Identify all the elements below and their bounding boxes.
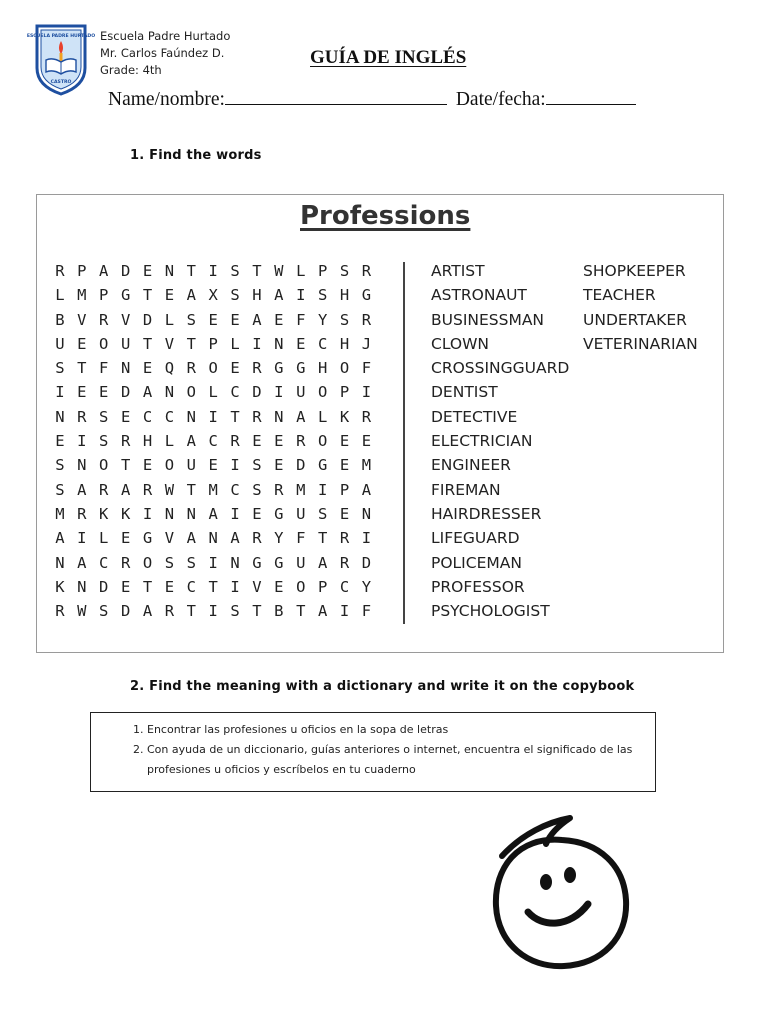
grid-letter[interactable]: G (317, 456, 328, 475)
word-list-item: BUSINESSMAN (431, 310, 545, 329)
grid-letter[interactable]: C (230, 480, 240, 499)
grid-letter[interactable]: L (55, 286, 65, 305)
grid-letter[interactable]: O (339, 359, 350, 378)
grid-row (49, 359, 389, 383)
grid-letter[interactable]: P (208, 334, 218, 353)
grid-letter[interactable]: T (142, 286, 153, 305)
grid-letter[interactable]: N (55, 553, 65, 572)
grid-letter[interactable]: L (317, 407, 328, 426)
grid-letter[interactable]: S (230, 262, 240, 280)
grade-label: Grade: 4th (100, 63, 162, 77)
grid-letter[interactable]: Y (274, 529, 284, 548)
grid-letter[interactable]: T (77, 359, 87, 378)
grid-letter[interactable]: H (142, 432, 153, 451)
grid-letter[interactable]: N (208, 529, 218, 548)
grid-letter[interactable]: V (120, 310, 131, 329)
grid-letter[interactable]: R (164, 602, 175, 621)
grid-letter[interactable]: A (274, 286, 284, 305)
grid-letter[interactable]: C (186, 577, 196, 596)
grid-letter[interactable]: C (230, 383, 240, 402)
grid-letter[interactable]: C (142, 407, 153, 426)
grid-letter[interactable]: N (274, 407, 284, 426)
grid-letter[interactable]: R (274, 480, 284, 499)
grid-letter[interactable]: A (120, 480, 131, 499)
grid-letter[interactable]: T (186, 334, 196, 353)
grid-divider (403, 262, 405, 624)
grid-letter[interactable]: I (361, 529, 372, 548)
grid-letter[interactable]: F (296, 310, 306, 329)
grid-letter[interactable]: I (208, 262, 218, 280)
grid-letter[interactable]: E (339, 504, 350, 523)
grid-letter[interactable]: S (317, 504, 328, 523)
grid-letter[interactable]: R (361, 262, 372, 280)
grid-letter[interactable]: I (252, 334, 262, 353)
grid-letter[interactable]: N (186, 407, 196, 426)
grid-letter[interactable]: S (186, 310, 196, 329)
grid-letter[interactable]: A (142, 383, 153, 402)
grid-letter[interactable]: R (77, 504, 87, 523)
school-name: Escuela Padre Hurtado (100, 29, 231, 43)
word-list-item: CLOWN (431, 334, 490, 353)
grid-letter[interactable]: N (361, 504, 372, 523)
grid-letter[interactable]: V (164, 529, 175, 548)
grid-letter[interactable]: D (142, 310, 153, 329)
grid-letter[interactable]: O (186, 383, 196, 402)
word-list-item: HAIRDRESSER (431, 504, 542, 523)
grid-letter[interactable]: E (339, 432, 350, 451)
smiley-face-icon (488, 812, 636, 972)
grid-letter[interactable]: W (164, 480, 175, 499)
grid-letter[interactable]: I (142, 504, 153, 523)
word-list-item: ENGINEER (431, 456, 511, 475)
grid-letter[interactable]: R (99, 310, 109, 329)
grid-letter[interactable]: N (164, 504, 175, 523)
grid-letter[interactable]: R (252, 407, 262, 426)
grid-letter[interactable]: Y (317, 310, 328, 329)
grid-letter[interactable]: E (296, 334, 306, 353)
grid-letter[interactable]: N (77, 456, 87, 475)
grid-letter[interactable]: F (99, 359, 109, 378)
grid-letter[interactable]: Y (361, 577, 372, 596)
grid-letter[interactable]: N (164, 262, 175, 280)
grid-letter[interactable]: C (99, 553, 109, 572)
word-list-item: ELECTRICIAN (431, 432, 533, 451)
grid-letter[interactable]: E (252, 432, 262, 451)
word-list-item: PROFESSOR (431, 577, 525, 596)
grid-letter[interactable]: M (208, 480, 218, 499)
logo-text-bottom: CASTRO (50, 80, 72, 85)
grid-letter[interactable]: U (296, 504, 306, 523)
grid-letter[interactable]: D (252, 383, 262, 402)
grid-letter[interactable]: E (120, 407, 131, 426)
grid-letter[interactable]: E (77, 383, 87, 402)
grid-row (49, 602, 389, 626)
grid-letter[interactable]: G (274, 504, 284, 523)
grid-letter[interactable]: A (186, 529, 196, 548)
grid-letter[interactable]: O (317, 383, 328, 402)
grid-letter[interactable]: M (55, 504, 65, 523)
grid-letter[interactable]: Q (164, 359, 175, 378)
grid-letter[interactable]: I (274, 383, 284, 402)
grid-letter[interactable]: S (252, 480, 262, 499)
grid-letter[interactable]: P (339, 383, 350, 402)
grid-letter[interactable]: B (274, 602, 284, 621)
grid-letter[interactable]: R (120, 432, 131, 451)
grid-row (49, 456, 389, 480)
grid-letter[interactable]: N (120, 359, 131, 378)
logo-text-top: ESCUELA PADRE HURTADO (26, 34, 96, 39)
grid-letter[interactable]: E (164, 286, 175, 305)
grid-letter[interactable]: C (317, 334, 328, 353)
grid-letter[interactable]: F (296, 529, 306, 548)
grid-letter[interactable]: U (296, 553, 306, 572)
grid-letter[interactable]: E (120, 529, 131, 548)
grid-letter[interactable]: C (164, 407, 175, 426)
grid-letter[interactable]: D (120, 262, 131, 280)
grid-letter[interactable]: E (230, 310, 240, 329)
word-list-item: ARTIST (431, 262, 485, 280)
grid-letter[interactable]: I (208, 602, 218, 621)
grid-letter[interactable]: U (120, 334, 131, 353)
grid-letter[interactable]: L (230, 334, 240, 353)
grid-letter[interactable]: E (208, 310, 218, 329)
grid-letter[interactable]: A (317, 553, 328, 572)
grid-letter[interactable]: E (142, 359, 153, 378)
grid-letter[interactable]: A (296, 407, 306, 426)
word-list-item: DETECTIVE (431, 407, 518, 426)
grid-letter[interactable]: T (317, 529, 328, 548)
grid-letter[interactable]: T (252, 262, 262, 280)
word-list-item: DENTIST (431, 383, 498, 402)
grid-letter[interactable]: T (120, 456, 131, 475)
grid-letter[interactable]: L (164, 310, 175, 329)
grid-letter[interactable]: I (230, 456, 240, 475)
grid-row (49, 432, 389, 456)
grid-letter[interactable]: S (230, 286, 240, 305)
grid-letter[interactable]: A (252, 310, 262, 329)
school-logo (26, 24, 96, 96)
grid-letter[interactable]: R (55, 262, 65, 280)
grid-letter[interactable]: S (164, 553, 175, 572)
name-label: Name/nombre: (108, 89, 225, 110)
grid-row (49, 335, 389, 359)
grid-letter[interactable]: E (274, 432, 284, 451)
word-list-item: LIFEGUARD (431, 529, 520, 548)
grid-letter[interactable]: W (274, 262, 284, 280)
word-list-item: CROSSINGGUARD (431, 359, 570, 378)
grid-letter[interactable]: S (99, 407, 109, 426)
grid-row (49, 262, 389, 286)
word-list-item: UNDERTAKER (583, 310, 687, 329)
grid-letter[interactable]: S (339, 310, 350, 329)
word-list-item: VETERINARIAN (583, 334, 698, 353)
teacher-name: Mr. Carlos Faúndez D. (100, 46, 225, 60)
grid-letter[interactable]: M (77, 286, 87, 305)
grid-letter[interactable]: G (274, 359, 284, 378)
grid-letter[interactable]: V (164, 334, 175, 353)
grid-row (49, 578, 389, 602)
grid-letter[interactable]: A (142, 602, 153, 621)
grid-letter[interactable]: R (142, 480, 153, 499)
grid-letter[interactable]: N (274, 334, 284, 353)
grid-letter[interactable]: O (208, 359, 218, 378)
grid-letter[interactable]: G (252, 553, 262, 572)
grid-letter[interactable]: T (142, 334, 153, 353)
grid-letter[interactable]: A (230, 529, 240, 548)
grid-letter[interactable]: L (208, 383, 218, 402)
grid-letter[interactable]: U (186, 456, 196, 475)
school-info (100, 28, 230, 79)
grid-letter[interactable]: N (186, 504, 196, 523)
grid-letter[interactable]: I (339, 602, 350, 621)
grid-letter[interactable]: E (77, 334, 87, 353)
grid-letter[interactable]: L (99, 529, 109, 548)
grid-letter[interactable]: M (296, 480, 306, 499)
section-2-heading: 2. Find the meaning with a dictionary and write it on the copybook (130, 679, 635, 694)
grid-letter[interactable]: A (77, 553, 87, 572)
grid-letter[interactable]: R (361, 407, 372, 426)
grid-letter[interactable]: R (339, 529, 350, 548)
grid-letter[interactable]: T (186, 480, 196, 499)
grid-letter[interactable]: I (317, 480, 328, 499)
grid-letter[interactable]: H (339, 286, 350, 305)
grid-letter[interactable]: E (142, 456, 153, 475)
grid-letter[interactable]: E (274, 577, 284, 596)
grid-letter[interactable]: I (77, 432, 87, 451)
grid-letter[interactable]: X (208, 286, 218, 305)
grid-letter[interactable]: T (208, 577, 218, 596)
word-list-item: ASTRONAUT (431, 286, 527, 305)
grid-letter[interactable]: H (317, 359, 328, 378)
grid-letter[interactable]: N (230, 553, 240, 572)
grid-letter[interactable]: I (230, 577, 240, 596)
grid-letter[interactable]: E (339, 456, 350, 475)
grid-letter[interactable]: S (317, 286, 328, 305)
word-list-column-1 (431, 262, 569, 626)
grid-letter[interactable]: E (208, 456, 218, 475)
grid-letter[interactable]: I (208, 553, 218, 572)
grid-letter[interactable]: C (339, 577, 350, 596)
grid-letter[interactable]: O (142, 553, 153, 572)
grid-letter[interactable]: A (77, 480, 87, 499)
grid-letter[interactable]: T (186, 262, 196, 280)
grid-row (49, 311, 389, 335)
grid-letter[interactable]: G (120, 286, 131, 305)
grid-letter[interactable]: R (230, 432, 240, 451)
grid-letter[interactable]: K (55, 577, 65, 596)
grid-letter[interactable]: N (77, 577, 87, 596)
grid-letter[interactable]: H (252, 286, 262, 305)
grid-letter[interactable]: T (296, 602, 306, 621)
grid-letter[interactable]: W (77, 602, 87, 621)
grid-letter[interactable]: E (55, 432, 65, 451)
grid-letter[interactable]: E (274, 456, 284, 475)
grid-letter[interactable]: F (361, 359, 372, 378)
grid-letter[interactable]: G (296, 359, 306, 378)
grid-row (49, 554, 389, 578)
grid-letter[interactable]: E (99, 383, 109, 402)
grid-letter[interactable]: I (230, 504, 240, 523)
grid-letter[interactable]: T (252, 602, 262, 621)
grid-letter[interactable]: G (274, 553, 284, 572)
grid-letter[interactable]: O (296, 577, 306, 596)
grid-letter[interactable]: T (230, 407, 240, 426)
word-list-item: PSYCHOLOGIST (431, 602, 550, 621)
grid-letter[interactable]: P (339, 480, 350, 499)
grid-letter[interactable]: U (55, 334, 65, 353)
grid-letter[interactable]: S (99, 602, 109, 621)
grid-letter[interactable]: D (361, 553, 372, 572)
grid-letter[interactable]: R (296, 432, 306, 451)
word-list-column-2 (583, 262, 698, 359)
grid-letter[interactable]: P (77, 262, 87, 280)
grid-letter[interactable]: S (99, 432, 109, 451)
grid-row (49, 529, 389, 553)
grid-letter[interactable]: E (252, 504, 262, 523)
word-list-item: POLICEMAN (431, 553, 522, 572)
grid-letter[interactable]: C (208, 432, 218, 451)
grid-letter[interactable]: E (142, 262, 153, 280)
grid-letter[interactable]: K (339, 407, 350, 426)
grid-letter[interactable]: O (317, 432, 328, 451)
grid-letter[interactable]: S (339, 262, 350, 280)
word-search-grid (49, 262, 389, 626)
grid-letter[interactable]: D (120, 602, 131, 621)
grid-letter[interactable]: I (208, 407, 218, 426)
grid-letter[interactable]: E (361, 432, 372, 451)
instruction-item: 2. Con ayuda de un diccionario, guías anteriores o internet, encuentra el significado de las profesiones u oficios y escríbelos en tu cuaderno (147, 740, 655, 780)
name-blank[interactable] (225, 88, 447, 105)
word-list-item: FIREMAN (431, 480, 501, 499)
grid-letter[interactable]: R (120, 553, 131, 572)
puzzle-title: Professions (300, 201, 471, 231)
grid-letter[interactable]: L (164, 432, 175, 451)
grid-letter[interactable]: N (164, 383, 175, 402)
grid-letter[interactable]: O (99, 456, 109, 475)
grid-letter[interactable]: S (55, 480, 65, 499)
grid-letter[interactable]: I (361, 383, 372, 402)
grid-letter[interactable]: S (186, 553, 196, 572)
name-date-row (108, 88, 668, 111)
grid-letter[interactable]: T (142, 577, 153, 596)
grid-letter[interactable]: N (55, 407, 65, 426)
grid-letter[interactable]: A (55, 529, 65, 548)
grid-letter[interactable]: R (99, 480, 109, 499)
grid-letter[interactable]: S (252, 456, 262, 475)
grid-letter[interactable]: V (77, 310, 87, 329)
grid-letter[interactable]: P (99, 286, 109, 305)
grid-letter[interactable]: I (296, 286, 306, 305)
grid-letter[interactable]: D (99, 577, 109, 596)
grid-letter[interactable]: E (120, 577, 131, 596)
grid-letter[interactable]: A (317, 602, 328, 621)
grid-letter[interactable]: R (186, 359, 196, 378)
word-list-item: TEACHER (583, 286, 656, 305)
grid-letter[interactable]: J (361, 334, 372, 353)
grid-letter[interactable]: D (296, 456, 306, 475)
date-blank[interactable] (546, 88, 636, 105)
grid-letter[interactable]: T (186, 602, 196, 621)
grid-letter[interactable]: A (361, 480, 372, 499)
date-label: Date/fecha: (455, 89, 546, 110)
grid-row (49, 383, 389, 407)
grid-letter[interactable]: D (120, 383, 131, 402)
grid-letter[interactable]: U (296, 383, 306, 402)
grid-letter[interactable]: I (55, 383, 65, 402)
grid-letter[interactable]: L (296, 262, 306, 280)
grid-letter[interactable]: K (120, 504, 131, 523)
grid-letter[interactable]: I (77, 529, 87, 548)
grid-letter[interactable]: R (339, 553, 350, 572)
page-title: GUÍA DE INGLÉS (310, 47, 467, 68)
instruction-item: 1. Encontrar las profesiones u oficios en la sopa de letras (147, 720, 655, 740)
grid-letter[interactable]: S (55, 456, 65, 475)
grid-row (49, 408, 389, 432)
grid-letter[interactable]: M (361, 456, 372, 475)
grid-letter[interactable]: A (208, 504, 218, 523)
grid-letter[interactable]: H (339, 334, 350, 353)
grid-row (49, 505, 389, 529)
word-list-item: SHOPKEEPER (583, 262, 686, 280)
grid-letter[interactable]: F (361, 602, 372, 621)
grid-letter[interactable]: O (99, 334, 109, 353)
grid-row (49, 286, 389, 310)
grid-letter[interactable]: E (164, 577, 175, 596)
section-1-heading: 1. Find the words (130, 148, 262, 163)
grid-letter[interactable]: P (317, 577, 328, 596)
instructions-box (90, 712, 656, 792)
grid-letter[interactable]: G (142, 529, 153, 548)
grid-letter[interactable]: R (252, 529, 262, 548)
grid-letter[interactable]: R (361, 310, 372, 329)
grid-letter[interactable]: S (55, 359, 65, 378)
grid-letter[interactable]: R (55, 602, 65, 621)
grid-letter[interactable]: O (164, 456, 175, 475)
grid-letter[interactable]: E (230, 359, 240, 378)
grid-letter[interactable]: K (99, 504, 109, 523)
grid-row (49, 481, 389, 505)
grid-letter[interactable]: R (77, 407, 87, 426)
grid-letter[interactable]: V (252, 577, 262, 596)
grid-letter[interactable]: A (186, 432, 196, 451)
grid-letter[interactable]: S (230, 602, 240, 621)
grid-letter[interactable]: R (252, 359, 262, 378)
grid-letter[interactable]: G (361, 286, 372, 305)
grid-letter[interactable]: A (186, 286, 196, 305)
grid-letter[interactable]: P (317, 262, 328, 280)
grid-letter[interactable]: E (274, 310, 284, 329)
grid-letter[interactable]: B (55, 310, 65, 329)
grid-letter[interactable]: A (99, 262, 109, 280)
